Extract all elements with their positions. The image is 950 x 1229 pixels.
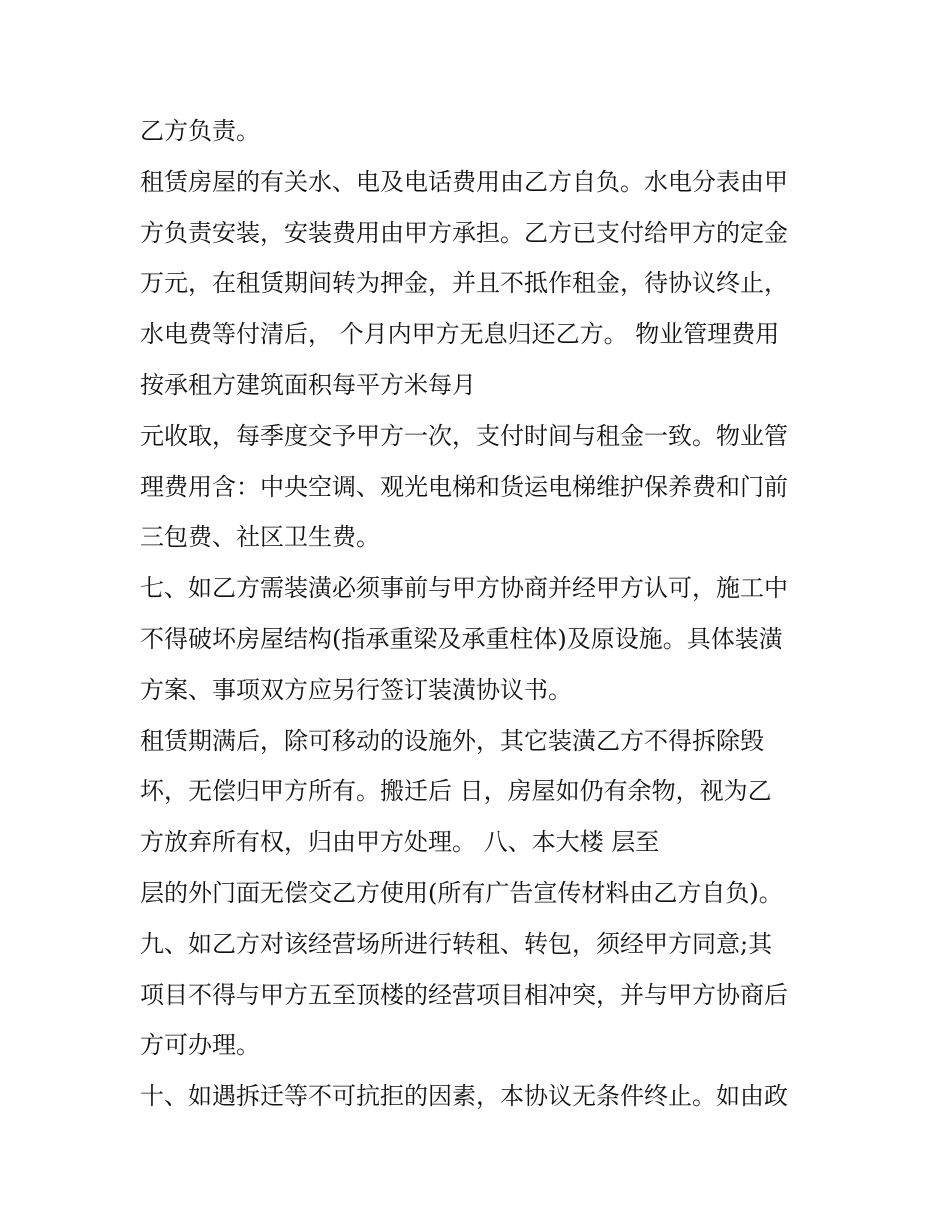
- text-line: 理费用含：中央空调、观光电梯和货运电梯维护保养费和门前: [140, 472, 788, 501]
- text-line: 方可办理。: [140, 1031, 260, 1060]
- text-line: 十、如遇拆迁等不可抗拒的因素，本协议无条件终止。如由政: [140, 1082, 788, 1111]
- text-line: 元收取，每季度交予甲方一次，支付时间与租金一致。物业管: [140, 421, 788, 450]
- text-line: 七、如乙方需装潢必须事前与甲方协商并经甲方认可，施工中: [140, 574, 788, 603]
- text-line: 万元，在租赁期间转为押金，并且不抵作租金，待协议终止，: [140, 269, 788, 298]
- text-line: 不得破坏房屋结构(指承重梁及承重柱体)及原设施。具体装潢: [140, 624, 783, 653]
- text-line: 方案、事项双方应另行签订装潢协议书。: [140, 675, 572, 704]
- text-line: 租赁房屋的有关水、电及电话费用由乙方自负。水电分表由甲: [140, 167, 788, 196]
- text-line: 租赁期满后，除可移动的设施外，其它装潢乙方不得拆除毁: [140, 726, 764, 755]
- text-line: 方放弃所有权，归由甲方处理。 八、本大楼 层至: [140, 828, 660, 857]
- text-line: 乙方负责。: [140, 117, 260, 145]
- text-line: 方负责安装，安装费用由甲方承担。乙方已支付给甲方的定金: [140, 218, 788, 247]
- text-line: 三包费、社区卫生费。: [140, 523, 380, 552]
- document-body: [140, 106, 830, 1122]
- text-line: 层的外门面无偿交乙方使用(所有广告宣传材料由乙方自负)。: [140, 878, 783, 907]
- text-line: 按承租方建筑面积每平方米每月: [140, 370, 476, 399]
- text-line: 水电费等付清后， 个月内甲方无息归还乙方。 物业管理费用: [140, 320, 780, 349]
- text-line: 九、如乙方对该经营场所进行转租、转包，须经甲方同意;其: [140, 929, 773, 958]
- text-line: 项目不得与甲方五至顶楼的经营项目相冲突，并与甲方协商后: [140, 980, 788, 1009]
- text-line: 坏，无偿归甲方所有。搬迁后 日，房屋如仍有余物，视为乙: [140, 777, 772, 806]
